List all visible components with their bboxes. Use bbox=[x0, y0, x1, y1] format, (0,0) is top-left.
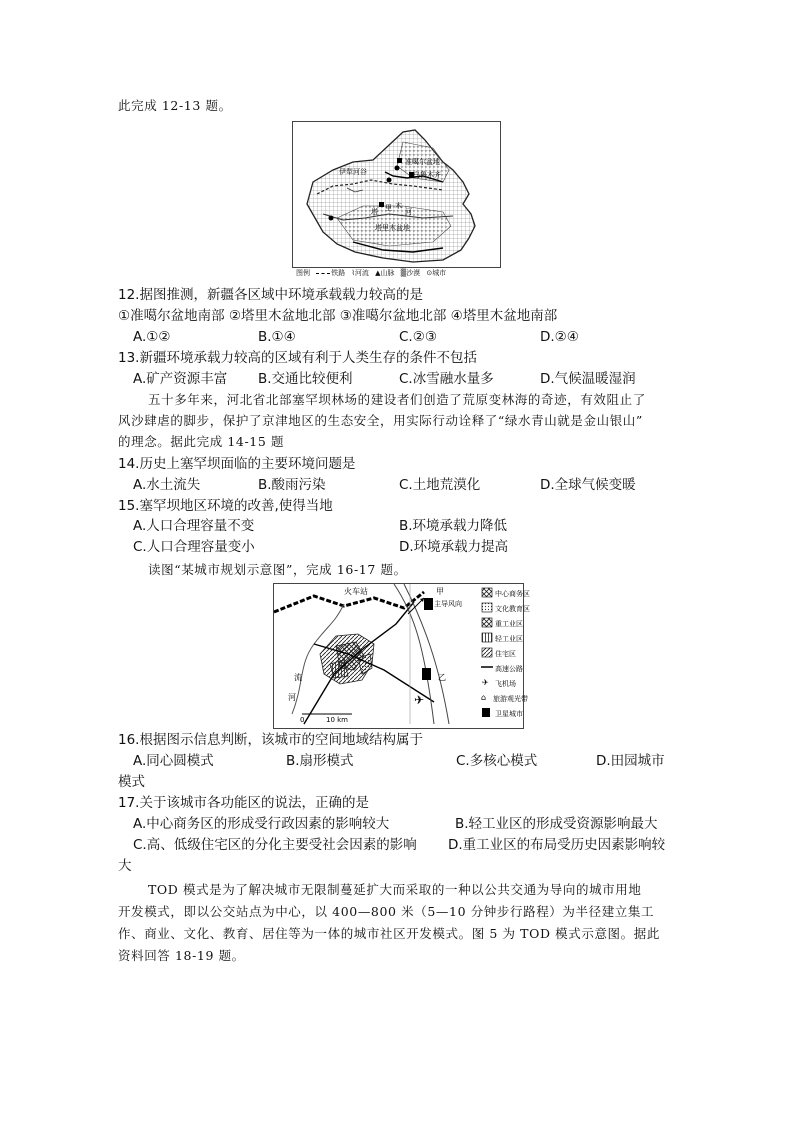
intro-16-17: 读图“某城市规划示意图”，完成 16-17 题。 bbox=[148, 562, 407, 577]
q12-option-a[interactable]: A.①② bbox=[133, 329, 171, 345]
q17-option-d[interactable]: D.重工业区的布局受历史因素影响较 bbox=[448, 837, 666, 853]
q14-option-d[interactable]: D.全球气候变暖 bbox=[540, 477, 636, 493]
satellite-jia-icon bbox=[424, 598, 433, 610]
label-mu: 木 bbox=[395, 202, 402, 210]
q16-stem: 16.根据图示信息判断，该城市的空间地域结构属于 bbox=[118, 732, 423, 748]
svg-text:⌂: ⌂ bbox=[481, 693, 487, 702]
intro-18-line3: 作、商业、文化、教育、居住等为一体的城市社区开发模式。图 5 为 TOD 模式示意图。据此 bbox=[118, 926, 660, 941]
legend-city: 城市 bbox=[432, 269, 447, 277]
q16-option-a[interactable]: A.同心圆模式 bbox=[133, 753, 214, 769]
label-ta: 塔 bbox=[371, 208, 378, 216]
legend-railway: 铁路 bbox=[331, 269, 346, 277]
intro-18-line4: 资料回答 18-19 题。 bbox=[118, 948, 245, 963]
q12-items: ①准噶尔盆地南部 ②塔里木盆地北部 ③准噶尔盆地北部 ④塔里木盆地南部 bbox=[118, 308, 558, 324]
q12-option-c[interactable]: C.②③ bbox=[399, 329, 437, 345]
q13-option-a[interactable]: A.矿产资源丰富 bbox=[133, 371, 228, 387]
legend-cbd: 中心商务区 bbox=[495, 590, 530, 598]
label-tarim: 塔里木盆地 bbox=[375, 224, 410, 232]
q12-stem: 12.据图推测，新疆各区域中环境承载载力较高的是 bbox=[118, 287, 423, 303]
airport-icon: ✈ bbox=[414, 693, 425, 707]
scale-0: 0 bbox=[300, 716, 305, 724]
label-yili: 伊犁河谷 bbox=[339, 168, 367, 176]
satellite-yi-icon bbox=[422, 668, 431, 680]
q17-option-a[interactable]: A.中心商务区的形成受行政因素的影响较大 bbox=[133, 816, 390, 832]
legend-title: 图例 bbox=[296, 269, 310, 277]
label-he: 河 bbox=[405, 208, 412, 216]
q15-stem: 15.塞罕坝地区环境的改善,使得当地 bbox=[118, 498, 333, 514]
legend-airport: 飞机场 bbox=[495, 680, 516, 688]
intro-18-line1: TOD 模式是为了解决城市无限制蔓延扩大而采取的一种以公共交通为导向的城市用地 bbox=[148, 882, 642, 897]
label-urumqi: 乌鲁木齐 bbox=[413, 171, 441, 179]
q14-stem: 14.历史上塞罕坝面临的主要环境问题是 bbox=[118, 456, 356, 472]
desert-icon: ▒ bbox=[400, 269, 407, 277]
river-icon: ⌇ bbox=[351, 269, 355, 277]
q13-option-c[interactable]: C.冰雪融水量多 bbox=[399, 371, 494, 387]
legend-highway: 高速公路 bbox=[495, 665, 523, 673]
q13-stem: 13.新疆环境承载力较高的区域有利于人类生存的条件不包括 bbox=[118, 350, 477, 366]
label-station: 火车站 bbox=[344, 587, 368, 596]
q16-option-d-cont: 模式 bbox=[118, 774, 145, 790]
q12-option-d[interactable]: D.②④ bbox=[540, 329, 579, 345]
q17-option-b[interactable]: B.轻工业区的形成受资源影响最大 bbox=[455, 816, 658, 832]
intro-14-line1: 五十多年来，河北省北部塞罕坝林场的建设者们创造了荒原变林海的奇迹，有效阻止了 bbox=[148, 392, 646, 407]
label-yi: 乙 bbox=[438, 673, 446, 682]
q16-option-c[interactable]: C.多核心模式 bbox=[456, 753, 538, 769]
q14-option-a[interactable]: A.水土流失 bbox=[133, 477, 201, 493]
legend-culture: 文化教育区 bbox=[495, 605, 530, 613]
q15-option-a[interactable]: A.人口合理容量不变 bbox=[133, 518, 255, 534]
svg-text:✈: ✈ bbox=[482, 678, 489, 687]
legend-satellite: 卫星城市 bbox=[495, 710, 523, 718]
q16-option-b[interactable]: B.扇形模式 bbox=[286, 753, 354, 769]
city-map-legend bbox=[481, 588, 493, 717]
legend-heavy: 重工业区 bbox=[495, 620, 523, 628]
legend-desert: 沙漠 bbox=[406, 269, 421, 277]
city-plan-map bbox=[273, 583, 530, 729]
legend-river: 河流 bbox=[354, 269, 369, 277]
scale-10km: 10 km bbox=[326, 716, 349, 724]
intro-14-line3: 的理念。据此完成 14-15 题 bbox=[118, 434, 285, 449]
intro-12-13: 此完成 12-13 题。 bbox=[118, 98, 232, 113]
legend-mountain: 山脉 bbox=[380, 269, 395, 277]
label-li: 里 bbox=[385, 204, 392, 212]
q15-option-b[interactable]: B.环境承载力降低 bbox=[399, 518, 508, 534]
q14-option-c[interactable]: C.土地荒漠化 bbox=[399, 477, 481, 493]
city-icon: ⊙ bbox=[426, 269, 433, 277]
label-jia: 甲 bbox=[436, 587, 444, 596]
q17-option-d-cont: 大 bbox=[118, 858, 132, 874]
q12-option-b[interactable]: B.①④ bbox=[258, 329, 296, 345]
q14-option-b[interactable]: B.酸雨污染 bbox=[258, 477, 326, 493]
railway-icon bbox=[316, 273, 330, 274]
label-liu: 流 bbox=[294, 673, 302, 682]
q13-option-d[interactable]: D.气候温暖湿润 bbox=[540, 371, 636, 387]
q15-option-d[interactable]: D.环境承载力提高 bbox=[399, 539, 509, 555]
q15-option-c[interactable]: C.人口合理容量变小 bbox=[133, 539, 255, 555]
label-he: 河 bbox=[288, 693, 296, 702]
legend-tourism: 旅游观光带 bbox=[493, 695, 528, 703]
legend-light: 轻工业区 bbox=[495, 635, 523, 643]
xinjiang-map-legend bbox=[296, 268, 500, 280]
label-junggar: 准噶尔盆地 bbox=[405, 158, 440, 166]
intro-14-line2: 风沙肆虐的脚步，保护了京津地区的生态安全，用实际行动诠释了“绿水青山就是金山银山” bbox=[118, 413, 643, 428]
q16-option-d[interactable]: D.田园城市 bbox=[596, 753, 665, 769]
intro-18-line2: 开发模式，即以公交站点为中心，以 400—800 米（5—10 分钟步行路程）为半径建立集工 bbox=[118, 904, 655, 919]
legend-residential: 住宅区 bbox=[495, 650, 516, 658]
q13-option-b[interactable]: B.交通比较便利 bbox=[258, 371, 353, 387]
mountain-icon: ▲ bbox=[375, 269, 381, 277]
q17-option-c[interactable]: C.高、低级住宅区的分化主要受社会因素的影响 bbox=[133, 837, 417, 853]
q17-stem: 17.关于该城市各功能区的说法，正确的是 bbox=[118, 795, 369, 811]
label-wind: 主导风向 bbox=[434, 600, 462, 608]
xinjiang-map bbox=[292, 121, 501, 268]
